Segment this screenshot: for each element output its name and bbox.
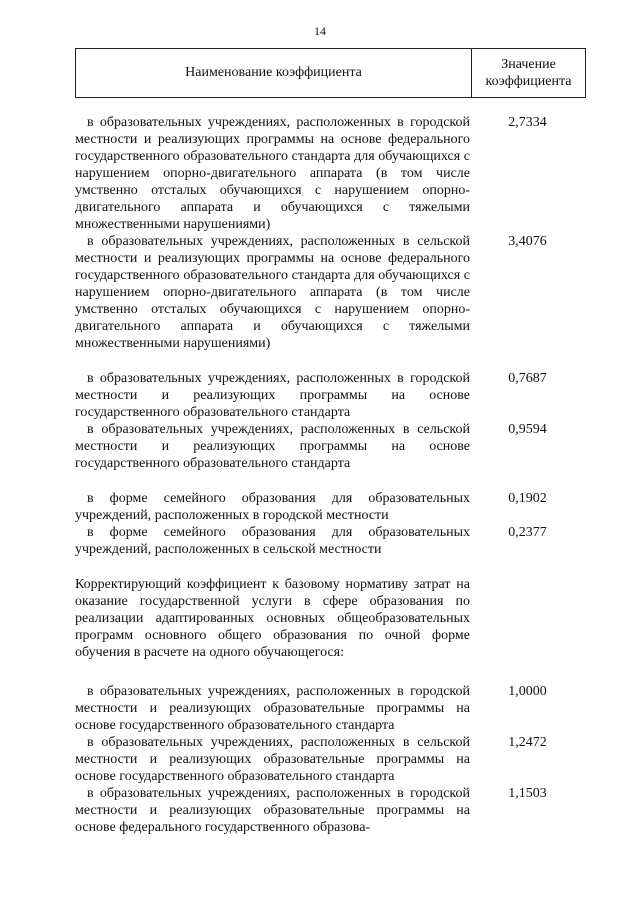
table-row — [75, 490, 575, 524]
row-value: 1,1503 — [508, 786, 547, 801]
row-text: в образовательных учреждениях, расположенных в сельской местности и реализующих программы на основе государственного образовательного стандарта — [75, 422, 470, 471]
row-value: 0,9594 — [508, 422, 547, 437]
table-row — [75, 114, 575, 233]
row-value: 0,1902 — [508, 491, 547, 506]
row-value: 2,7334 — [508, 115, 547, 130]
row-text: в образовательных учреждениях, расположенных в городской местности и реализующих программы на основе государственного образовательного стандарта — [75, 371, 470, 420]
row-value: 1,2472 — [508, 735, 547, 750]
table-row — [75, 370, 575, 421]
header-value-line2: коэффициента — [485, 74, 572, 89]
row-text: в образовательных учреждениях, расположенных в городской местности и реализующих образовательные программы на основе государственного образовательного стандарта — [75, 684, 470, 733]
row-text: в образовательных учреждениях, расположенных в городской местности и реализующих образовательные программы на основе федерального государственного образова- — [75, 786, 470, 835]
section-heading-row — [75, 576, 575, 661]
table-row — [75, 233, 575, 352]
table-row — [75, 734, 575, 785]
header-value-line1: Значение — [501, 57, 556, 72]
table-header — [75, 48, 586, 98]
table-row — [75, 785, 575, 836]
table-row — [75, 421, 575, 472]
header-name-column: Наименование коэффициента — [76, 49, 472, 97]
row-value: 0,2377 — [508, 525, 547, 540]
row-value: 0,7687 — [508, 371, 547, 386]
row-value: 3,4076 — [508, 234, 547, 249]
table-row — [75, 524, 575, 558]
coefficient-table-body — [75, 114, 575, 836]
row-text: в образовательных учреждениях, расположенных в сельской местности и реализующих программы на основе федерального государственного образовательного стандарта для обучающихся с нарушением опорно-двигательного аппарата (в том числе умственно отсталых обучающихся с нарушением опорно-двигательного аппарата и обучающихся с тяжелыми множественными нарушениями) — [75, 234, 470, 351]
section-heading: Корректирующий коэффициент к базовому нормативу затрат на оказание государственной услуги в сфере образования по реализации адаптированных основных общеобразовательных программ основного общего образования по очной форме обучения в расчете на одного обучающегося: — [75, 577, 470, 660]
row-text: в образовательных учреждениях, расположенных в городской местности и реализующих программы на основе федерального государственного образовательного стандарта для обучающихся с нарушением опорно-двигательного аппарата (в том числе умственно отсталых обучающихся с нарушением опорно-двигательного аппарата и обучающихся с тяжелыми множественными нарушениями) — [75, 115, 470, 232]
row-value: 1,0000 — [508, 684, 547, 699]
row-text: в форме семейного образования для образовательных учреждений, расположенных в сельской местности — [75, 525, 470, 557]
header-value-column — [472, 49, 585, 97]
page-number: 14 — [314, 24, 326, 38]
row-text: в образовательных учреждениях, расположенных в сельской местности и реализующих образовательные программы на основе государственного образовательного стандарта — [75, 735, 470, 784]
table-row — [75, 683, 575, 734]
row-text: в форме семейного образования для образовательных учреждений, расположенных в городской местности — [75, 491, 470, 523]
